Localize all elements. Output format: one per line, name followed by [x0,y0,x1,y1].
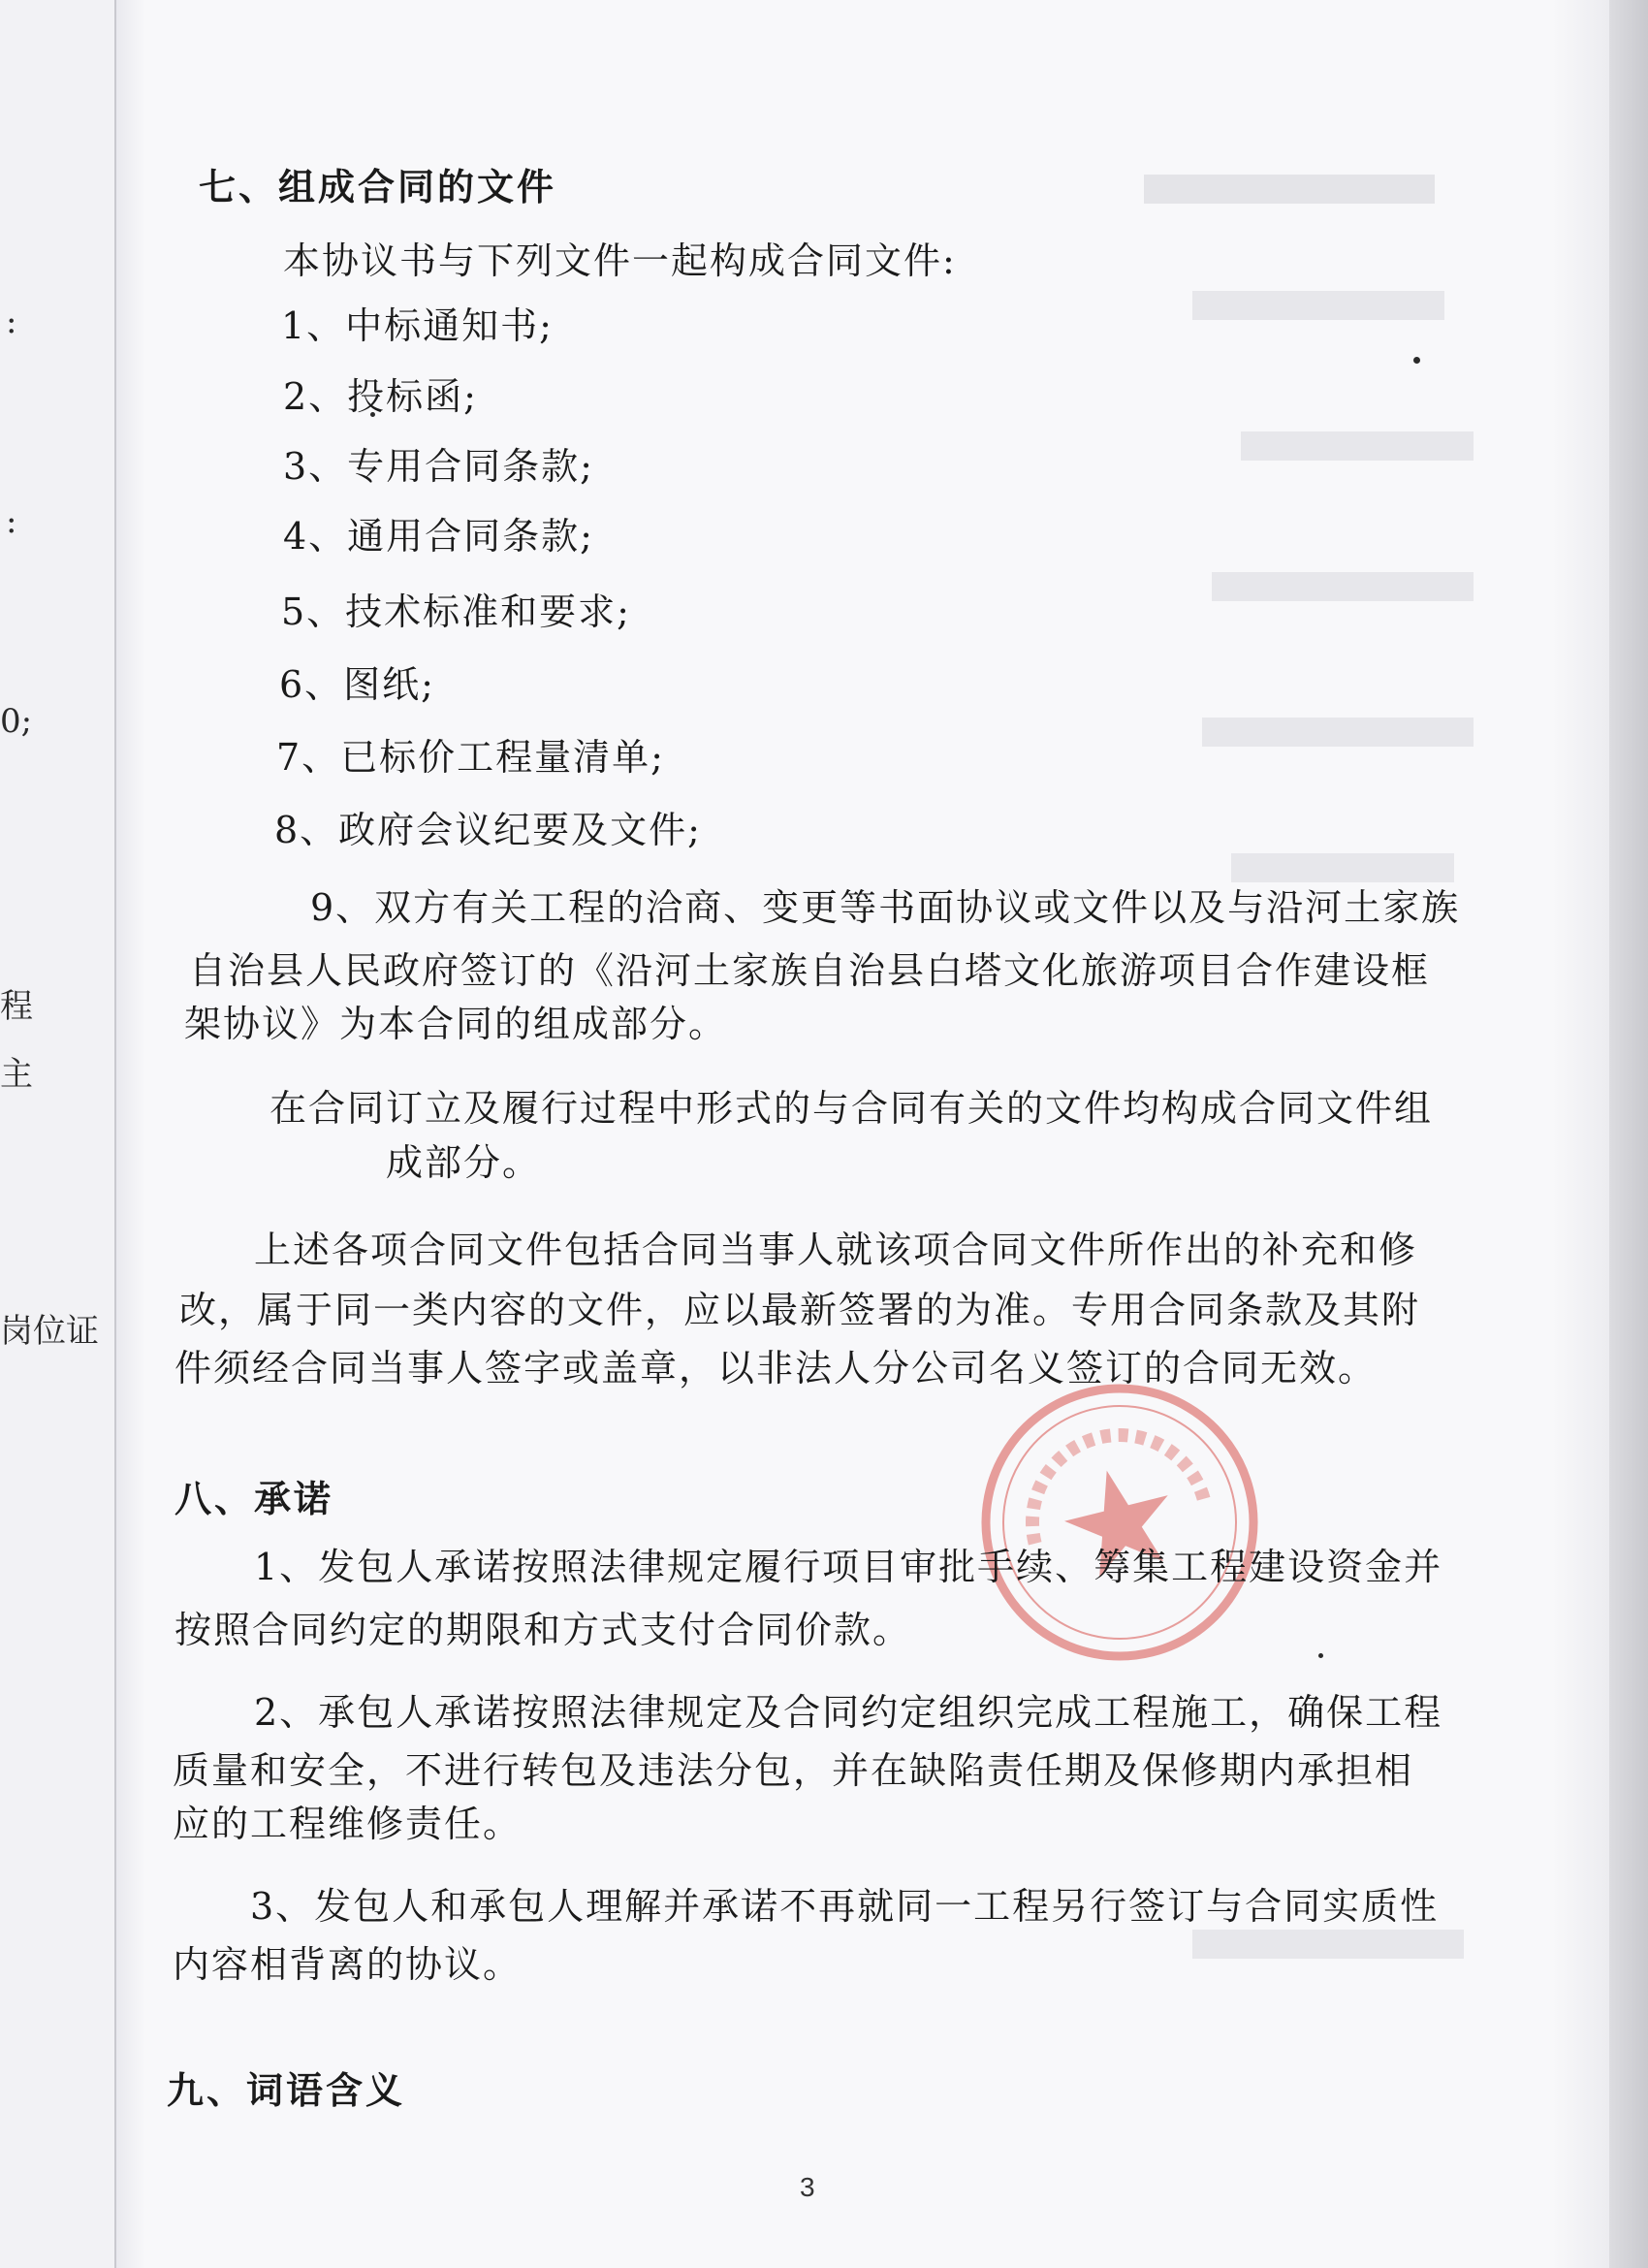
left-fragment: 0; [0,702,33,741]
paragraph-line: 3、发包人和承包人理解并承诺不再就同一工程另行签订与合同实质性 [250,1885,1440,1928]
paragraph-line: 成部分。 [386,1141,542,1184]
bleed-through-mark [1144,175,1435,204]
paragraph-line: 9、双方有关工程的洽商、变更等书面协议或文件以及与沿河土家族 [310,886,1461,929]
list-item: 6、图纸; [279,663,435,706]
left-fragment: 程 [0,987,33,1026]
section-intro: 本协议书与下列文件一起构成合同文件: [283,240,957,282]
paragraph-line: 应的工程维修责任。 [173,1803,523,1845]
paragraph-line: 架协议》为本合同的组成部分。 [184,1003,728,1045]
list-item: 7、已标价工程量清单; [276,736,665,779]
left-fragment: 岗位证 [0,1312,99,1351]
bleed-through-mark [1241,431,1474,461]
paragraph-line: 自治县人民政府签订的《沿河土家族自治县白塔文化旅游项目合作建设框 [189,949,1431,992]
bleed-through-mark [1192,291,1444,320]
paragraph-line: 上述各项合同文件包括合同当事人就该项合同文件所作出的补充和修 [254,1229,1418,1271]
paragraph-line: 1、发包人承诺按照法律规定履行项目审批手续、筹集工程建设资金并 [254,1546,1443,1588]
scan-speck [1318,1653,1323,1658]
paragraph-line: 件须经合同当事人签字或盖章，以非法人分公司名义签订的合同无效。 [174,1347,1378,1390]
bleed-through-mark [1212,572,1474,601]
section-heading: 七、组成合同的文件 [199,166,557,208]
list-item: 5、技术标准和要求; [281,591,631,633]
paragraph-line: 内容相背离的协议。 [173,1943,523,1986]
list-item: 3、专用合同条款; [283,445,594,488]
list-item: 2、投标函; [283,375,478,418]
list-item: 1、中标通知书; [281,304,554,347]
bleed-through-mark [1192,1930,1464,1959]
bleed-through-mark [1202,718,1474,747]
left-fragment: : [6,303,17,341]
paragraph-line: 在合同订立及履行过程中形式的与合同有关的文件均构成合同文件组 [269,1087,1434,1130]
left-fragment: : [6,502,17,541]
list-item: 4、通用合同条款; [283,515,594,558]
page-number: 3 [800,2172,815,2202]
adjacent-page-strip [0,0,116,2268]
section-heading: 八、承诺 [174,1478,334,1520]
paragraph-line: 按照合同约定的期限和方式支付合同价款。 [174,1609,912,1651]
paragraph-line: 质量和安全，不进行转包及违法分包，并在缺陷责任期及保修期内承担相 [173,1749,1414,1792]
paragraph-line: 2、承包人承诺按照法律规定及合同约定组织完成工程施工，确保工程 [254,1691,1443,1734]
list-item: 8、政府会议纪要及文件; [274,809,702,851]
left-fragment: 主 [0,1055,33,1094]
section-heading: 九、词语含义 [167,2069,406,2112]
page-edge-shadow [1609,0,1648,2268]
paragraph-line: 改，属于同一类内容的文件，应以最新签署的为准。专用合同条款及其附 [179,1289,1421,1331]
scan-speck [1413,357,1420,364]
